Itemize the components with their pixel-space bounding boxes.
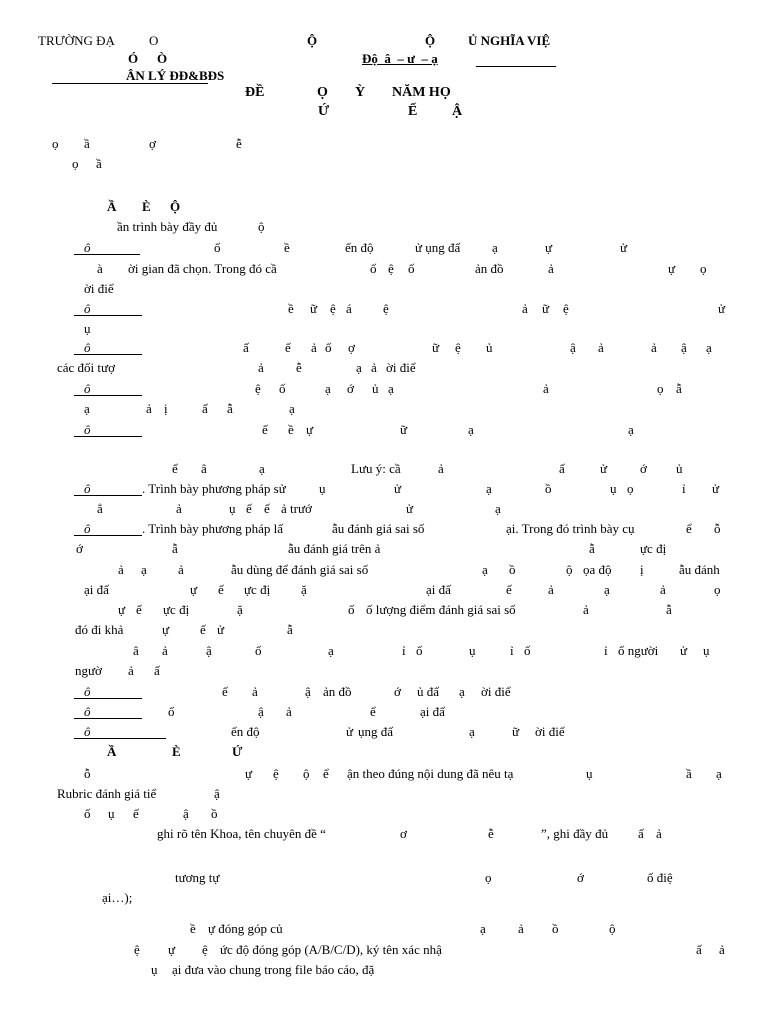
- text-frag: ồ: [211, 806, 218, 821]
- section1-heading: Ầ: [107, 199, 117, 214]
- text-frag: ộ: [609, 921, 616, 936]
- text-frag: ẫ: [287, 622, 293, 637]
- text-frag: ả: [162, 643, 168, 658]
- title-frag: Ỳ: [355, 85, 366, 100]
- text-frag: ả: [146, 401, 152, 416]
- text-frag: ạ: [469, 724, 475, 739]
- text-frag: ế: [262, 422, 268, 437]
- text-frag: ố người: [618, 643, 659, 658]
- text-frag: ậ: [681, 340, 687, 355]
- text-frag: ệ: [330, 301, 336, 316]
- text-frag: ẫ: [172, 541, 178, 556]
- text-frag: ố: [348, 602, 355, 617]
- text-frag: các đối tượ: [57, 360, 115, 375]
- text-frag: ồ: [545, 481, 552, 496]
- text-frag: . Trình bày phương pháp lấ: [142, 521, 284, 536]
- text-frag: ố: [279, 381, 286, 396]
- section1-heading: È: [142, 199, 151, 214]
- text-frag: ạ: [356, 360, 362, 375]
- text-frag: ại đấ: [426, 582, 451, 597]
- text-frag: ố: [255, 643, 262, 658]
- text-frag: ạ: [716, 766, 722, 781]
- text-frag: ủ: [676, 461, 683, 476]
- text-frag: â: [201, 461, 207, 476]
- text-frag: ại đấ: [84, 582, 109, 597]
- header-motto: Ủ NGHĨA VIỆ: [468, 33, 551, 48]
- text-frag: ản đồ: [475, 261, 504, 276]
- header-frag: Ò: [157, 51, 168, 66]
- text-frag: ả: [178, 562, 184, 577]
- text-frag: ả: [543, 381, 549, 396]
- text-frag: ỉ: [402, 643, 406, 658]
- text-frag: ọ: [485, 870, 492, 885]
- text-frag: ạ: [289, 401, 295, 416]
- blank-line: [74, 535, 142, 536]
- intro-frag: ầ: [96, 156, 102, 171]
- text-frag: ụng đấ: [358, 724, 394, 739]
- text-frag: ạ: [388, 381, 394, 396]
- header-frag: Ộ: [425, 33, 436, 48]
- blank-line: [74, 495, 142, 496]
- text-frag: ử: [394, 481, 402, 496]
- text-frag: ến độ: [231, 724, 260, 739]
- text-frag: ử: [217, 622, 225, 637]
- text-frag: ố: [84, 806, 91, 821]
- text-frag: ấ: [243, 340, 249, 355]
- text-frag: ả: [660, 582, 666, 597]
- text-frag: ễ: [296, 360, 302, 375]
- text-frag: ạ: [459, 684, 465, 699]
- header-frag: O: [149, 33, 159, 48]
- text-frag: ỉ: [510, 643, 514, 658]
- text-frag: Rubric đánh giá tiể: [57, 786, 157, 801]
- text-frag: ậ: [258, 704, 264, 719]
- text-frag: ả: [651, 340, 657, 355]
- text-frag: ẫu đánh: [679, 562, 720, 577]
- text-frag: ặ: [237, 602, 243, 617]
- text-frag: ẫ: [676, 381, 682, 396]
- blank-mark: ô: [84, 704, 91, 719]
- text-frag: ấ: [202, 401, 208, 416]
- text-frag: ậ: [305, 684, 311, 699]
- text-frag: á: [346, 301, 352, 316]
- text-frag: ực đị: [640, 541, 667, 556]
- title-frag: Ứ: [318, 104, 330, 119]
- text-frag: ả: [548, 582, 554, 597]
- section1-heading: Ộ: [170, 199, 181, 214]
- text-frag: ả: [371, 360, 377, 375]
- blank-line: [74, 738, 166, 739]
- text-frag: ấ: [154, 663, 160, 678]
- title-frag: Ậ: [452, 104, 463, 119]
- text-frag: ố: [325, 340, 332, 355]
- text-frag: ẫu đánh giá trên ả: [288, 541, 381, 556]
- text-frag: ớ: [577, 870, 584, 885]
- text-frag: à: [97, 261, 103, 276]
- text-frag: ả: [656, 826, 662, 841]
- intro-frag: ọ: [52, 136, 59, 151]
- blank-mark: ô: [84, 422, 91, 437]
- divider: [476, 66, 556, 67]
- text-frag: ố lượng điểm đánh giá sai số: [366, 602, 516, 617]
- text-frag: ời điể: [84, 281, 114, 296]
- text-frag: ế: [172, 461, 178, 476]
- text-frag: ệ: [202, 942, 208, 957]
- text-frag: ớ: [347, 381, 354, 396]
- text-frag: ự: [668, 261, 676, 276]
- text-frag: ử: [346, 724, 354, 739]
- text-frag: ại…);: [102, 890, 133, 905]
- text-frag: ấ: [696, 942, 702, 957]
- text-frag: ạ: [604, 582, 610, 597]
- text-frag: ử: [712, 481, 720, 496]
- text-frag: ố: [524, 643, 531, 658]
- text-frag: ạ: [325, 381, 331, 396]
- text-frag: ế: [136, 602, 142, 617]
- text-frag: ớ: [76, 541, 83, 556]
- text-frag: ạ: [259, 461, 265, 476]
- text-frag: ế: [285, 340, 291, 355]
- text-frag: ồ: [509, 562, 516, 577]
- text-frag: ả: [176, 501, 182, 516]
- text-frag: ề: [288, 422, 294, 437]
- blank-mark: ô: [84, 240, 91, 255]
- text-frag: ự: [306, 422, 314, 437]
- text-frag: ụ: [229, 501, 236, 516]
- text-frag: ả: [438, 461, 444, 476]
- title-frag: Ọ: [317, 85, 328, 100]
- text-frag: ả: [286, 704, 292, 719]
- text-frag: ọ: [627, 481, 634, 496]
- text-frag: ngườ: [75, 663, 102, 678]
- text-frag: ạ: [468, 422, 474, 437]
- text-frag: ỉ: [682, 481, 686, 496]
- text-frag: ử: [718, 301, 726, 316]
- text-frag: ố: [408, 261, 415, 276]
- text-frag: ời điể: [481, 684, 511, 699]
- text-frag: ử ụng đấ: [415, 240, 461, 255]
- section2-heading: Ứ: [232, 744, 243, 759]
- header-department: ÂN LÝ ĐĐ&BĐS: [126, 68, 225, 83]
- text-frag: ọ: [657, 381, 664, 396]
- text-frag: ệ: [388, 261, 394, 276]
- text-frag: ời điể: [386, 360, 416, 375]
- text-frag: ớ: [394, 684, 401, 699]
- text-frag: ị: [640, 562, 644, 577]
- text-frag: ậ: [570, 340, 576, 355]
- text-frag: ụ: [151, 962, 158, 977]
- text-frag: ể: [370, 704, 376, 719]
- title-frag: NĂM HỌ: [392, 85, 451, 100]
- text-frag: ự: [245, 766, 253, 781]
- text-frag: ử: [680, 643, 688, 658]
- section2-heading: È: [172, 744, 181, 759]
- title-frag: Ế: [408, 104, 418, 119]
- intro-frag: ễ: [236, 136, 242, 151]
- header-frag: Ộ: [307, 33, 318, 48]
- text-frag: tương tự: [175, 870, 220, 885]
- text-frag: ực đị: [244, 582, 271, 597]
- text-frag: ữ: [400, 422, 408, 437]
- text-frag: ủ: [486, 340, 493, 355]
- text-frag: ệ: [255, 381, 261, 396]
- text-frag: ể: [323, 766, 329, 781]
- text-frag: Lưu ý: cầ: [351, 461, 401, 476]
- blank-line: [74, 718, 142, 719]
- text-frag: ế: [222, 684, 228, 699]
- text-frag: ễ: [488, 826, 494, 841]
- text-frag: ế: [200, 622, 206, 637]
- text-frag: ố: [168, 704, 175, 719]
- text-frag: ần trình bày đầy đủ: [117, 219, 218, 234]
- title-frag: ĐỀ: [245, 85, 265, 100]
- blank-line: [74, 395, 142, 396]
- text-frag: đó đi khả: [75, 622, 124, 637]
- blank-mark: ô: [84, 481, 91, 496]
- text-frag: ấ: [559, 461, 565, 476]
- text-frag: ức độ đóng góp (A/B/C/D), ký tên xác nhậ: [220, 942, 442, 957]
- text-frag: ạ: [495, 501, 501, 516]
- blank-mark: ô: [84, 521, 91, 536]
- text-frag: ỉ: [604, 643, 608, 658]
- text-frag: ời gian đã chọn. Trong đó cầ: [128, 261, 277, 276]
- header-frag: Ó: [128, 51, 139, 66]
- blank-line: [74, 698, 142, 699]
- text-frag: ụ: [610, 481, 617, 496]
- text-frag: ự đóng góp củ: [208, 921, 283, 936]
- text-frag: ại đưa vào chung trong file báo cáo, đặ: [172, 962, 375, 977]
- text-frag: ụ: [586, 766, 593, 781]
- text-frag: ủ đấ: [417, 684, 440, 699]
- blank-mark: ô: [84, 724, 91, 739]
- text-frag: ẫu đánh giá sai số: [332, 521, 425, 536]
- text-frag: ệ: [383, 301, 389, 316]
- text-frag: ủ: [372, 381, 379, 396]
- text-frag: ạ: [482, 562, 488, 577]
- text-frag: ẫ: [666, 602, 672, 617]
- text-frag: ạ: [706, 340, 712, 355]
- text-frag: ế: [264, 501, 270, 516]
- text-frag: ợ: [348, 340, 355, 355]
- text-frag: ả: [598, 340, 604, 355]
- text-frag: ”, ghi đầy đủ: [541, 826, 609, 841]
- blank-line: [74, 315, 142, 316]
- text-frag: ộ: [303, 766, 310, 781]
- text-frag: ọ: [714, 582, 721, 597]
- text-frag: ấ: [638, 826, 644, 841]
- text-frag: ự: [545, 240, 553, 255]
- text-frag: ự: [118, 602, 126, 617]
- text-frag: ầ: [686, 766, 692, 781]
- text-frag: ể: [686, 521, 692, 536]
- text-frag: ời điể: [535, 724, 565, 739]
- text-frag: ử: [406, 501, 414, 516]
- text-frag: ồ: [552, 921, 559, 936]
- text-frag: ỗ: [714, 521, 721, 536]
- text-frag: ụ: [84, 321, 91, 336]
- divider: [52, 83, 208, 84]
- text-frag: ả: [548, 261, 554, 276]
- text-frag: ả: [522, 301, 528, 316]
- blank-line: [74, 254, 140, 255]
- text-frag: ụ: [108, 806, 115, 821]
- text-frag: ẫu dùng để đánh giá sai số: [231, 562, 369, 577]
- intro-frag: ọ: [72, 156, 79, 171]
- text-frag: ghi rõ tên Khoa, tên chuyên đề “: [157, 826, 326, 841]
- text-frag: ệ: [563, 301, 569, 316]
- text-frag: ữ: [542, 301, 550, 316]
- text-frag: ả: [518, 921, 524, 936]
- text-frag: ạ: [141, 562, 147, 577]
- text-frag: ơ: [400, 826, 407, 841]
- text-frag: ế: [246, 501, 252, 516]
- text-frag: ụ: [469, 643, 476, 658]
- text-frag: ế: [133, 806, 139, 821]
- text-frag: . Trình bày phương pháp sử: [142, 481, 286, 496]
- text-frag: ạ: [492, 240, 498, 255]
- text-frag: ả: [118, 562, 124, 577]
- intro-frag: ợ: [149, 136, 156, 151]
- text-frag: ữ: [432, 340, 440, 355]
- text-frag: ự: [162, 622, 170, 637]
- text-frag: ế: [506, 582, 512, 597]
- text-frag: ạ: [328, 643, 334, 658]
- text-frag: ến độ: [345, 240, 374, 255]
- header-slogan: Độ â – ư – ạ: [362, 51, 438, 66]
- text-frag: ự: [190, 582, 198, 597]
- text-frag: ọ: [700, 261, 707, 276]
- text-frag: ại đấ: [420, 704, 445, 719]
- blank-mark: ô: [84, 684, 91, 699]
- text-frag: ả: [258, 360, 264, 375]
- text-frag: ỗ: [84, 766, 91, 781]
- text-frag: ả: [583, 602, 589, 617]
- text-frag: ề: [190, 921, 196, 936]
- text-frag: ạ: [628, 422, 634, 437]
- text-frag: ị: [164, 401, 168, 416]
- text-frag: â: [133, 643, 139, 658]
- text-frag: ệ: [273, 766, 279, 781]
- text-frag: ậ: [183, 806, 189, 821]
- section2-heading: Ầ: [107, 744, 117, 759]
- text-frag: ọa độ: [583, 562, 612, 577]
- text-frag: ạ: [486, 481, 492, 496]
- text-frag: ại. Trong đó trình bày cụ: [506, 521, 635, 536]
- text-frag: ố điệ: [647, 870, 673, 885]
- text-frag: ữ: [310, 301, 318, 316]
- text-frag: ạ: [480, 921, 486, 936]
- text-frag: ả: [311, 340, 317, 355]
- text-frag: ực đị: [163, 602, 190, 617]
- text-frag: ụ: [703, 643, 710, 658]
- text-frag: ận theo đúng nội dung đã nêu tạ: [347, 766, 514, 781]
- text-frag: ử: [600, 461, 608, 476]
- text-frag: ố: [370, 261, 377, 276]
- blank-mark: ô: [84, 301, 91, 316]
- text-frag: ử: [620, 240, 628, 255]
- text-frag: ự: [168, 942, 176, 957]
- text-frag: ẳ: [97, 501, 103, 516]
- blank-line: [74, 436, 142, 437]
- text-frag: ố: [416, 643, 423, 658]
- text-frag: ố: [214, 240, 221, 255]
- blank-line: [74, 354, 142, 355]
- blank-mark: ô: [84, 381, 91, 396]
- text-frag: ộ: [566, 562, 573, 577]
- text-frag: ẫ: [589, 541, 595, 556]
- text-frag: ớ: [640, 461, 647, 476]
- text-frag: ữ: [512, 724, 520, 739]
- text-frag: ậ: [214, 786, 220, 801]
- text-frag: ề: [284, 240, 290, 255]
- text-frag: ả: [719, 942, 725, 957]
- text-frag: ạ: [84, 401, 90, 416]
- text-frag: ế: [218, 582, 224, 597]
- text-frag: ề: [288, 301, 294, 316]
- intro-frag: ầ: [84, 136, 90, 151]
- text-frag: ệ: [455, 340, 461, 355]
- text-frag: ệ: [134, 942, 140, 957]
- blank-mark: ô: [84, 340, 91, 355]
- text-frag: ả: [128, 663, 134, 678]
- text-frag: ậ: [206, 643, 212, 658]
- text-frag: ộ: [258, 219, 265, 234]
- text-frag: ả trướ: [281, 501, 312, 516]
- text-frag: ụ: [319, 481, 326, 496]
- text-frag: ả: [252, 684, 258, 699]
- text-frag: ẫ: [227, 401, 233, 416]
- text-frag: ặ: [301, 582, 307, 597]
- text-frag: ản đồ: [323, 684, 352, 699]
- header-school: TRƯỜNG ĐẠ: [38, 33, 115, 48]
